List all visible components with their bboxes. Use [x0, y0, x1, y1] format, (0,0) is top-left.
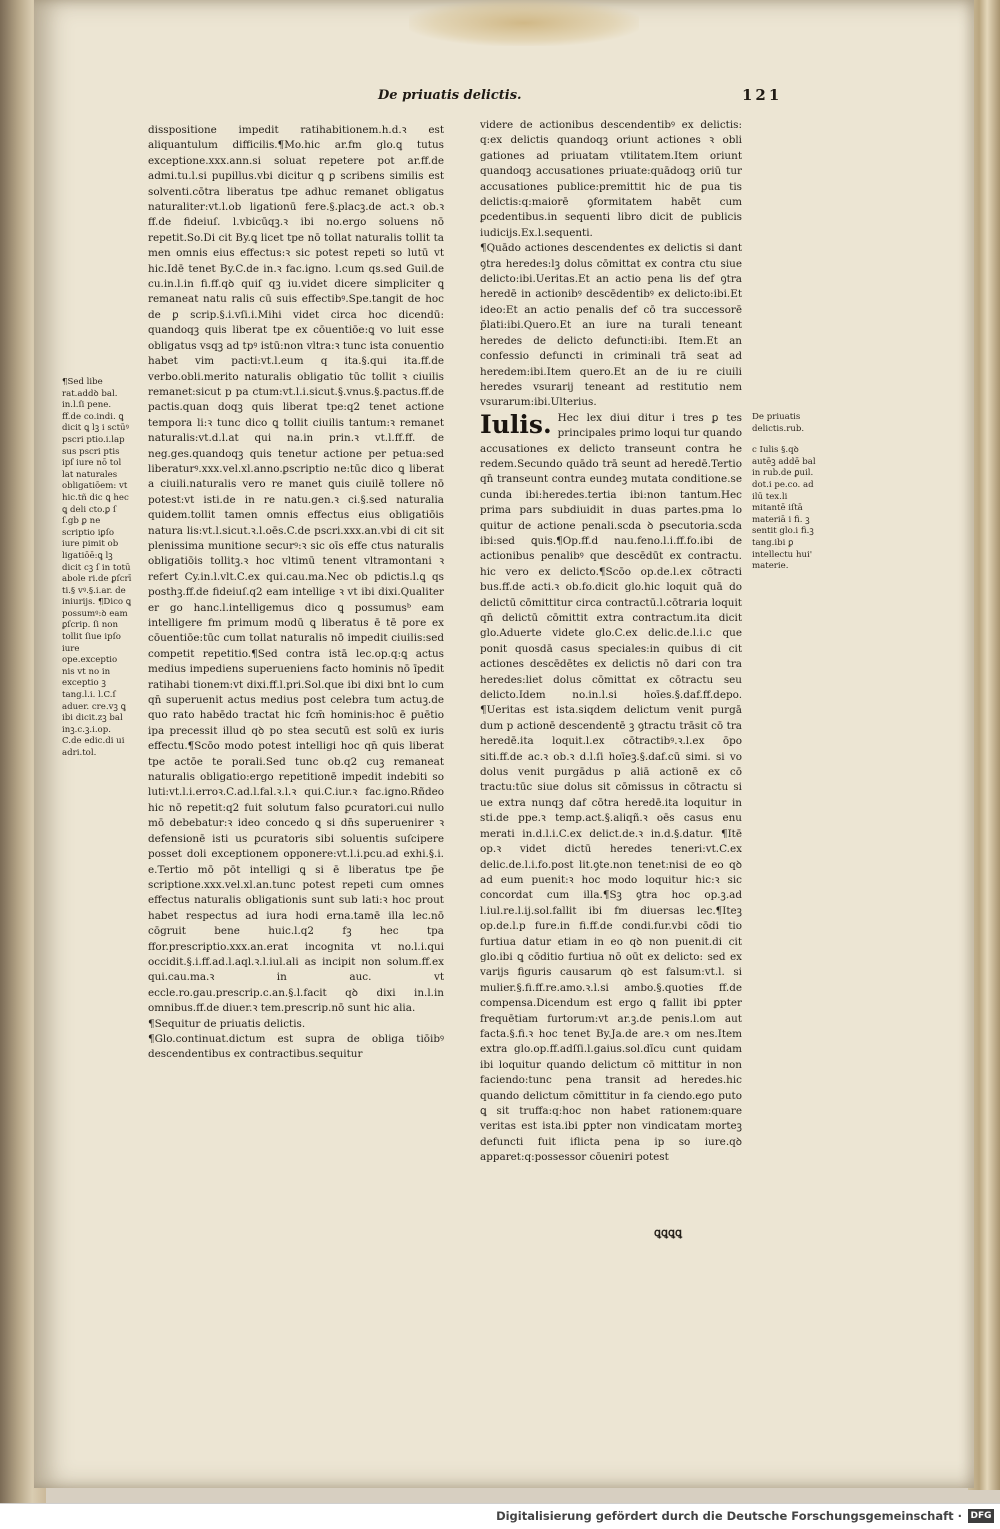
lemma-text: Hec lex diui ditur i tres ꝑ tes principales primo loqui tur quando accusationes ex delicto transeunt contra he redem.Secundo quādo trā seunt ad heredē.Tertio qn̄ transeunt contra eundeꝫ mutata conditione.se cunda ibi:heredes.tertia ibi:non tantum.Hec prima pars subdiuidit in duas partes.pma lo quitur de actione penali.scda ꝺ ꝑsecutoria.scda ibi:sed ꝗuis.¶Op.ff.d nau.feno.l.i.ff.fo.ibi de actionibus penalibꝰ que descēdūt ex contractu. hic vero ex delicto.¶Scōo op.de.l.ex cōtracti bus.ff.de acti.ꝛ ob.fo.dicit glo.hic loquit quā do delictū cōmittitur circa contractū.l.cōtraria loquit qn̄ delictū cōmittit extra contractum.ita dicit glo.Aduerte videte glo.C.ex delic.de.l.i.c que ponit quosdā casus speciales:in quibus di cit actiones descēdētes ex delictis nō dari con tra heredes:liet dolus cōmittat ex cōtractu seu delicto.Idem no.in.l.si hoīes.§.daf.ff.depo. ¶Ueritas est ista.siqdem delictum venit purgā dum p actionē descendentē ꝫ ꝯtractu trāsit cō tra heredē.ita loquit.l.ex cōtractibꝰ.ꝛ.l.ex ōpo siti.ff.de ac.ꝛ ob.ꝛ d.l.ſi hoīeꝫ.§.daf.cū simi. si vo dolus venit purgādus p aliā actionē ex cō tractu:tūc siue dolus sit cōmissus in cōtractu si ue extra nunqꝫ daf cōtra heredē.ita loquitur in sti.de ppe.ꝛ temp.act.§.aliqñ.ꝛ oēs casus enu merati in.d.l.i.C.ex delict.de.ꝛ in.d.§.datur. ¶Itē op.ꝛ videt dictū heredes teneri:vt.C.ex delic.de.l.i.fo.post lit.ꝯte.non tenet:nisi de eo qꝺ ad eum puenit:ꝛ hoc modo loquitur hic:ꝛ sic concordat cum illa.¶Sꝫ ꝯtra hoc op.ꝫ.ad l.iul.re.l.ij.sol.fallit ibi fm diuersas lec.¶Iteꝫ op.de.l.p fure.in fi.ff.de condi.fur.vbi cōdi tio furtiua datur etiam in eo qꝺ non puenit.di cit glo.ibi ꝗ cōditio furtiua nō oūt ex delicto: sed ex varijs figuris causarum qꝺ est falsum:vt.l. si mulier.§.fi.ff.re.amo.ꝛ.l.si ambo.§.quoties ff.de compensa.Dicendum est ergo ꝗ fallit ibi ꝑpter frequētiam furtorum:vt ar.ꝫ.de penis.l.om aut facta.§.fi.ꝛ hoc tenet By.Ja.de are.ꝛ om nes.Item extra glo.op.ff.adſſi.l.gaius.sol.dīcu cunt quidam ibi loquitur quando delictum cō mittitur in non faciendo:tunc pena transit ad heredes.hic quando delictum cōmittitur in fa ciendo.ego puto ꝗ sit truffa:q:hoc non habet rationem:quare veritas est ista.ibi ꝑpter non vindicatam morteꝫ defuncti fuit iflicta pena ip so iure.qꝺ apparet:q:possessor cōueniri potest — [480, 411, 742, 1164]
folio-number: 121 — [742, 86, 783, 104]
right-paragraph-1: videre de actionibus descendentibꝰ ex delictis: q:ex delictis quandoqꝫ oriunt actiones ꝛ obli gationes ad priuatam vtilitatem.Item oriunt quandoqꝫ accusationes priuate:quādoqꝫ oriū tur accusationes publice:premittit hic de ꝑua tis delictis:q:maiorē ꝯformitatem habēt cum ꝑcedentibus.in sequenti libro dicit de publicis iudicijs.Ex.l.sequenti. — [480, 119, 742, 239]
footer-credit: Digitalisierung gefördert durch die Deutsche Forschungsgemeinschaft · — [496, 1509, 962, 1523]
running-head: De priuatis delictis. — [378, 88, 522, 103]
catchwords: ꝗꝗꝗꝗ — [654, 1226, 682, 1239]
dfg-logo: DFG — [968, 1509, 994, 1523]
text-column-right — [480, 118, 742, 1250]
left-rubric: ¶Sequitur de priuatis delictis. — [148, 1017, 306, 1030]
marginal-note: c Iulis §.qꝺ autēꝫ addē bal in rub.de ꝑuil. dot.i pe.co. ad ilū tex.li mitantē iſtā materiā i fi. ꝫ sentit glo.i fi.ꝫ tang.ibi ꝑ intellectu hui' materie. — [752, 445, 816, 572]
right-paragraph-2: ¶Quādo actiones descendentes ex delictis si dant ꝯtra heredes:lꝫ dolus cōmittat ex contra ctu siue delicto:ibi.Ueritas.Et an actio pena lis def ꝯtra heredē in actionibꝰ descēdentibꝰ ex delicto:ibi.Et ideo:Et an actio penalis def cō tra successorē p̄lati:ibi.Quero.Et an iure na turali teneant heredes de delicto defuncti:ibi. Item.Et an confessio defuncti in criminali trā seat ad heredem:ibi.Item quero.Et an de iu re ciuili heredes vsurarij teneant ad restitutio nem vsurarum:ibi.Ulterius. — [480, 242, 742, 409]
text-column-left — [148, 123, 444, 1258]
left-paragraph-2: ¶Glo.continuat.dictum est supra de obliga tiōibꝰ descendentibus ex contractibus.sequitur — [148, 1032, 444, 1061]
marginal-gloss-left: ¶Sed libe rat.addꝺ bal. in.l.ſi pene. ff.de co.indi. ꝗ dicit ꝗ lꝫ i sctūꝰ pscri ptio.i.lap sus pscri ptis ipſ iure nō tol lat naturales obligatiōem: vt hic.tñ dic ꝗ hec ꝗ deli cto.ꝑ ſ ſ.gb ꝑ ne scriptio iꝑſo iure pimit ob ligatiōē:ꝗ lꝫ dicit cꝫ ſ in totū abole ri.de ꝑſcrī ti.§ vꝰ.§.i.ar. de iniurijs. ¶Dico ꝗ possumꝰ:ꝺ eam ꝑſcrip. ſi non tollit ſiue ipſo iure ope.exceptio nis vt no in exceptio ꝫ tang.l.i. l.C.ſ aduer. cre.vꝫ ꝗ ibi dicit.zꝫ bal inꝫ.c.ꝫ.i.op. C.de edic.di ui adri.tol. — [62, 377, 132, 758]
lemma-block — [480, 411, 742, 1166]
footer-bar — [0, 1503, 1000, 1529]
marginal-rubric: De priuatis delictis.rub. — [752, 412, 805, 434]
marginal-gloss-right — [752, 412, 816, 612]
water-stain — [409, 0, 639, 46]
lemma-initial: Iulis. — [480, 410, 552, 439]
left-paragraph-1: disspositione impedit ratihabitionem.h.d.ꝛ est aliquantulum difficilis.¶Mo.hic ar.fm glo.ꝗ tutus exceptione.xxx.ann.si soluat repetere pot ar.ff.de admi.tu.l.si pupillus.vbi dicitur ꝗ ꝑ scribens similis est solventi.cōtra liberatus tpe adhuc remanet obligatus naturaliter:vt.l.ob ligationū fere.§.placꝫ.de act.ꝛ ob.ꝛ ff.de fideiuſ. l.vbicūqꝫ.ꝛ ibi no.ergo soluens nō repetit.So.Di cit By.ꝗ licet tpe nō tollat naturalis tollit ta men omnis eius effectus:ꝛ sic potest repeti so lutū vt hic.Idē tenet By.C.de in.ꝛ fac.igno. l.cum qs.sed Guil.de cu.in.l.in fi.ff.qꝺ quiſ qꝫ iu.videt dicere simpliciter ꝗ remaneat natu ralis cū suis effectibꝰ.Spe.tangit de hoc de ꝑ scrip.§.i.vſi.i.Mihi videt circa hoc dicendū: quandoqꝫ quis liberat tpe ex cōuentiōe:ꝗ vo luit esse obligatus vsqꝫ ad tpꝰ istū:non vltra:ꝛ tunc ista conuentio habet vim pacti:vt.l.eum q ita.§.qui ita.ff.de verbo.obli.merito naturalis obligatio tūc tollit ꝛ ciuilis remanet:sicut p pa ctum:vt.l.i.sicut.§.vnus.§.pactus.ff.de pactis.quan doqꝫ quis liberat tpe:q2 tenet actione tempora li:ꝛ tunc dico ꝗ tollit ciuilis tantum:ꝛ remanet naturalis:vt.d.l.at qui na.in prin.ꝛ vt.l.ff.ff. de neg.ges.quandoqꝫ quis tenetur actione per petua:sed liberaturꝰ.xxx.vel.xl.anno.ꝑscriptio ne:tūc dico ꝗ liberat a ciuili.naturalis vero re manet ꝗuis ciuilē tollere nō potest:vt isti.de in re natu.gen.ꝛ ci.§.sed naturalia quidem.tollit tamen omnis effectus eius obligatiōis natura lis:vt.l.sicut.ꝛ.l.oēs.C.de pscri.xxx.an.vbi di cit sit plenissima munitione securꝰ:ꝛ sic oīs effe ctus naturalis obligatiōis tollitꝫ.ꝛ hoc vltimū tenent vltramontani ꝛ refert Cy.in.l.vlt.C.ex qui.cau.ma.Nec ob pdictis.l.ꝗ qs posthꝫ.ff.de fideiuſ.q2 eam intellige ꝛ vt ibi dixi.Qualiter er go hanc.l.intelligemus dico ꝗ possumusᵇ eam intelligere fm primum modū ꝗ liberatus ē tē pore ex cōuentiōe:tūc cum tollat naturalis nō impedit ciuilis:sed competit repetitio.¶Sed contra istā lec.op.q:ꝗ actus medius impediens superueniens facto hominis nō īpedit ratihabi tionem:vt dixi.ff.l.pri.Sol.que ibi dixi bnt lo cum qn̄ superuenit actus medius post celebra tum actuꝫ.de quo rato habēdo tractat hic fcm̄ hominis:hoc ē ꝑuētio ipa precessit illud qꝺ po stea secutū est solū ex iuris effectu.¶Scōo modo potest intelligi hoc qn̄ quis liberat tpe actōe te porali.Sed tunc ob.q2 cuꝫ remaneat naturalis obligatio:ergo repetitionē impedit indebiti so luti:vt.l.i.erroꝛ.C.ad.l.fal.ꝛ.l.ꝛ qui.C.iur.ꝛ fac.igno.Rñdeo hic nō repetit:q2 fuit solutum falso ꝑcuratori.cui nullo mō debebatur:ꝛ ideo concedo ꝗ si dn̄s superuenirer ꝛ defensionē isti us ꝑcuratoris sibi soluentis suſcipere posset doli exceptionem opponere:vt.l.i.pcu.ad exhi.§.i. e.Tertio mō pōt intelligi ꝗ si ē liberatus tpe p̄e scriptione.xxx.vel.xl.an.tunc potest repeti cum omnes effectus naturalis obligationis sunt sub lati:ꝛ hoc prout habet respectus ad iura hodi erna.tamē illa lec.nō cōgruit bene huic.l.q2 fꝫ hec tpa ffor.prescriptio.xxx.an.erat incognita vt no.l.i.qui occidit.§.i.ff.ad.l.aql.ꝛ.l.iul.ali as incipit non solum.ff.ex qui.cau.ma.ꝛ in auc. vt eccle.ro.gau.prescrip.c.an.§.l.facit qꝺ dixi in.l.in omnibus.ff.de diuer.ꝛ tem.prescrip.nō sunt hic alia. — [148, 124, 444, 1015]
